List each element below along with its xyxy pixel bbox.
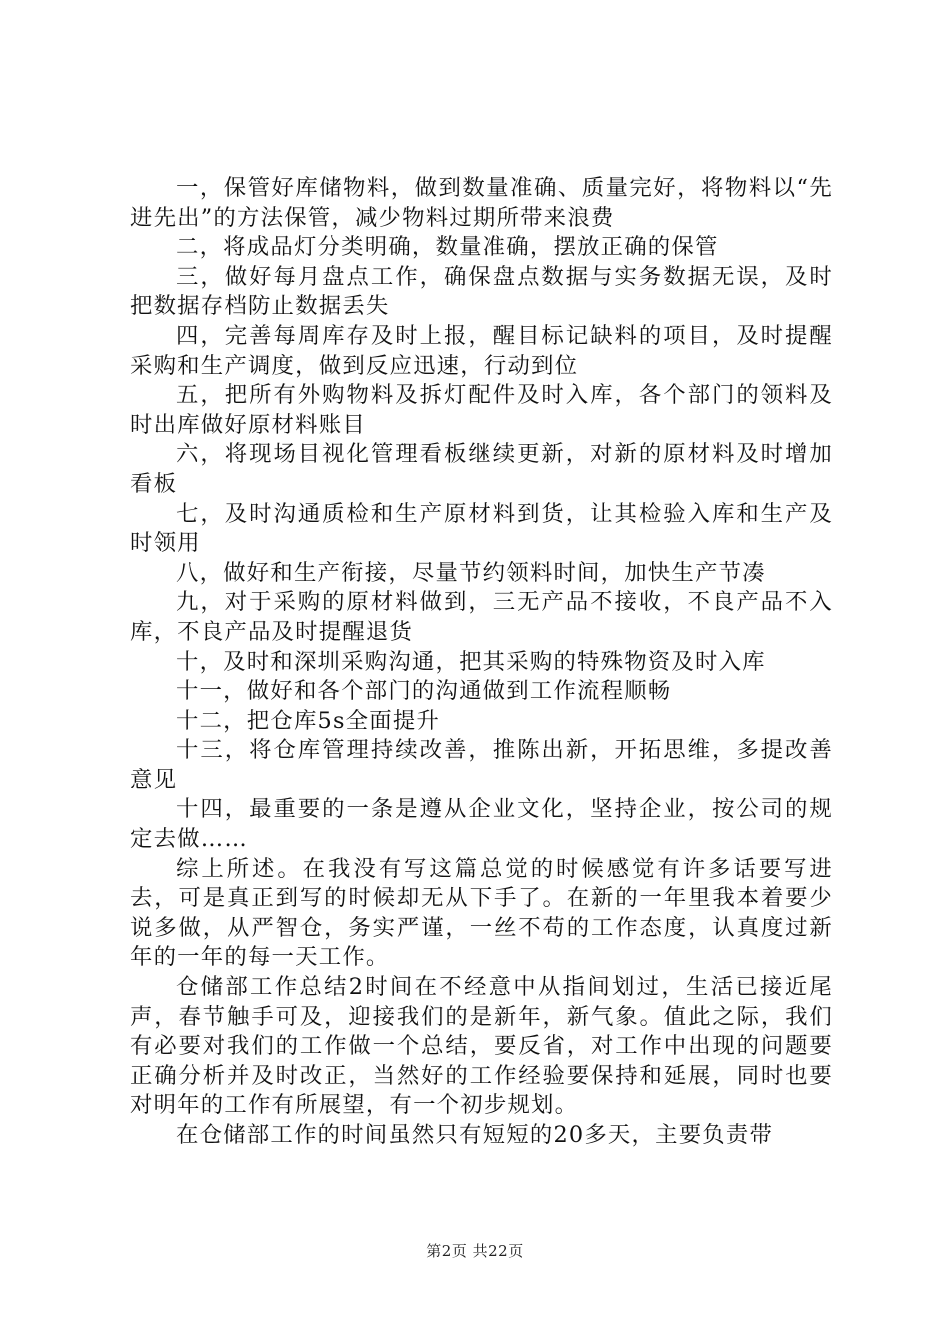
- paragraph-item-13: 十三，将仓库管理持续改善，推陈出新，开拓思维，多提改善意见: [130, 737, 833, 793]
- paragraph-item-3: 三，做好每月盘点工作，确保盘点数据与实务数据无误，及时把数据存档防止数据丢失: [130, 263, 833, 320]
- summary-paragraph: 综上所述。在我没有写这篇总觉的时候感觉有许多话要写进去，可是真正到写的时候却无从下手了。在新的一年里我本着要少说多做，从严智仓，务实严谨，一丝不苟的工作态度，认真度过新年的一年的每一天工作。: [130, 855, 833, 971]
- paragraph-item-7: 七，及时沟通质检和生产原材料到货，让其检验入库和生产及时领用: [130, 500, 833, 557]
- paragraph-item-1: 一，保管好库储物料，做到数量准确、质量完好，将物料以“先进先出”的方法保管，减少物料过期所带来浪费: [130, 175, 833, 231]
- paragraph-item-2: 二，将成品灯分类明确，数量准确，摆放正确的保管: [176, 234, 719, 261]
- paragraph-item-9: 九，对于采购的原材料做到，三无产品不接收，不良产品不入库，不良产品及时提醒退货: [130, 589, 833, 645]
- section-two-intro-paragraph: 仓储部工作总结2时间在不经意中从指间划过，生活已接近尾声，春节触手可及，迎接我们的是新年，新气象。值此之际，我们有必要对我们的工作做一个总结，要反省，对工作中出现的问题要正确分析并及时改正，当然好的工作经验要保持和延展，同时也要对明年的工作有所展望，有一个初步规划。: [130, 974, 833, 1119]
- paragraph-item-12: 十二，把仓库5s全面提升: [176, 707, 441, 734]
- document-body: [130, 174, 833, 1151]
- paragraph-item-4: 四，完善每周库存及时上报，醒目标记缺料的项目，及时提醒采购和生产调度，做到反应迅速，行动到位: [130, 322, 833, 379]
- paragraph-item-8: 八，做好和生产衔接，尽量节约领料时间，加快生产节凑: [176, 559, 766, 586]
- paragraph-item-6: 六，将现场目视化管理看板继续更新，对新的原材料及时增加看板: [130, 441, 833, 497]
- paragraph-item-5: 五，把所有外购物料及拆灯配件及时入库，各个部门的领料及时出库做好原材料账目: [130, 382, 833, 438]
- paragraph-item-11: 十一，做好和各个部门的沟通做到工作流程顺畅: [176, 678, 672, 705]
- section-two-continuation-paragraph: 在仓储部工作的时间虽然只有短短的20多天，主要负责带: [176, 1122, 774, 1148]
- paragraph-item-10: 十，及时和深圳采购沟通，把其采购的特殊物资及时入库: [176, 648, 766, 675]
- page-number-footer: 第2页 共22页: [426, 1242, 524, 1260]
- paragraph-item-14: 十四，最重要的一条是遵从企业文化，坚持企业，按公司的规定去做……: [130, 796, 833, 853]
